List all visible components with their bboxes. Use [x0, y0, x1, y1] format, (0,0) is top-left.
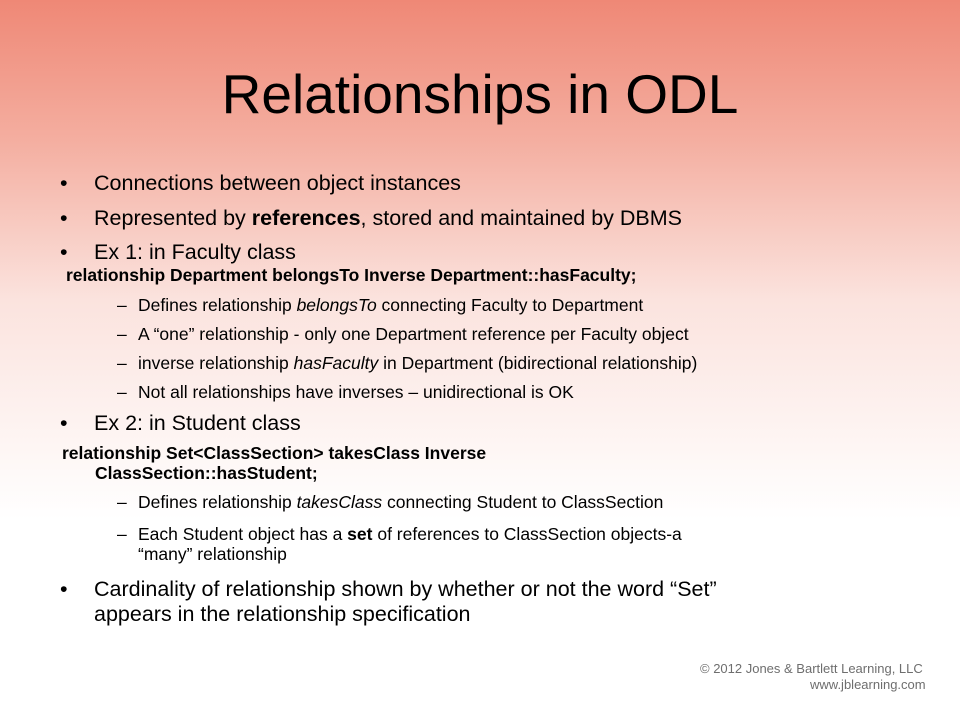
slide-title: Relationships in ODL [221, 63, 739, 125]
bullet-text: Ex 2: in Student class [94, 411, 301, 435]
subbullet-belongsto [117, 295, 917, 315]
bullet-ex1 [60, 240, 930, 265]
bullet-cardinality [60, 577, 930, 627]
dash-icon: – [117, 492, 127, 512]
subbullet-text-em: belongsTo [296, 295, 377, 315]
subbullet-takesclass [117, 492, 917, 512]
subbullet-inverse [117, 353, 917, 373]
bullet-text-pre: Represented by [94, 206, 252, 230]
dash-icon: – [117, 353, 127, 373]
subbullet-text-pre: Defines relationship [138, 295, 297, 315]
dash-icon: – [117, 295, 127, 315]
bullet-icon: • [60, 206, 68, 230]
bullet-icon: • [60, 577, 68, 601]
bullet-text-line1: Cardinality of relationship shown by whether or not the word “Set” [94, 577, 717, 601]
subbullet-text-line2: “many” relationship [138, 544, 287, 564]
subbullet-text-post: of references to ClassSection objects-a [372, 524, 682, 544]
subbullet-text-pre: Defines relationship [138, 492, 297, 512]
bullet-text: Connections between object instances [94, 171, 461, 195]
bullet-text-line2: appears in the relationship specification [94, 602, 471, 626]
bullet-text: Ex 1: in Faculty class [94, 240, 296, 264]
subbullet-text-em: hasFaculty [293, 353, 379, 373]
subbullet-text-post: connecting Faculty to Department [376, 295, 644, 315]
code-line-student-1: relationship Set<ClassSection> takesClass Inverse [62, 443, 487, 463]
footer-copyright [700, 661, 950, 693]
bullet-ex2 [60, 411, 930, 436]
subbullet-unidirectional [117, 382, 917, 402]
bullet-references [60, 206, 930, 231]
subbullet-text-post: in Department (bidirectional relationship) [378, 353, 698, 373]
subbullet-text: Not all relationships have inverses – unidirectional is OK [138, 382, 574, 402]
dash-icon: – [117, 324, 127, 344]
bullet-connections [60, 171, 930, 196]
subbullet-many-relationship [117, 524, 917, 564]
code-line-faculty: relationship Department belongsTo Inverse Department::hasFaculty; [66, 265, 637, 285]
bullet-icon: • [60, 171, 68, 195]
dash-icon: – [117, 382, 127, 402]
subbullet-text: A “one” relationship - only one Department reference per Faculty object [138, 324, 689, 344]
code-line-student-2: ClassSection::hasStudent; [95, 463, 318, 483]
subbullet-one-relationship [117, 324, 917, 344]
bullet-text-bold: references [251, 206, 361, 230]
subbullet-text-post: connecting Student to ClassSection [382, 492, 664, 512]
dash-icon: – [117, 524, 127, 544]
copyright-text: © 2012 Jones & Bartlett Learning, LLC [700, 661, 923, 676]
subbullet-text-pre: inverse relationship [138, 353, 294, 373]
subbullet-text-em: takesClass [296, 492, 383, 512]
subbullet-text-bold: set [347, 524, 373, 544]
bullet-icon: • [60, 240, 68, 264]
bullet-icon: • [60, 411, 68, 435]
bullet-text-post: , stored and maintained by DBMS [360, 206, 683, 230]
website-text: www.jblearning.com [810, 677, 926, 692]
subbullet-text-pre: Each Student object has a [138, 524, 348, 544]
